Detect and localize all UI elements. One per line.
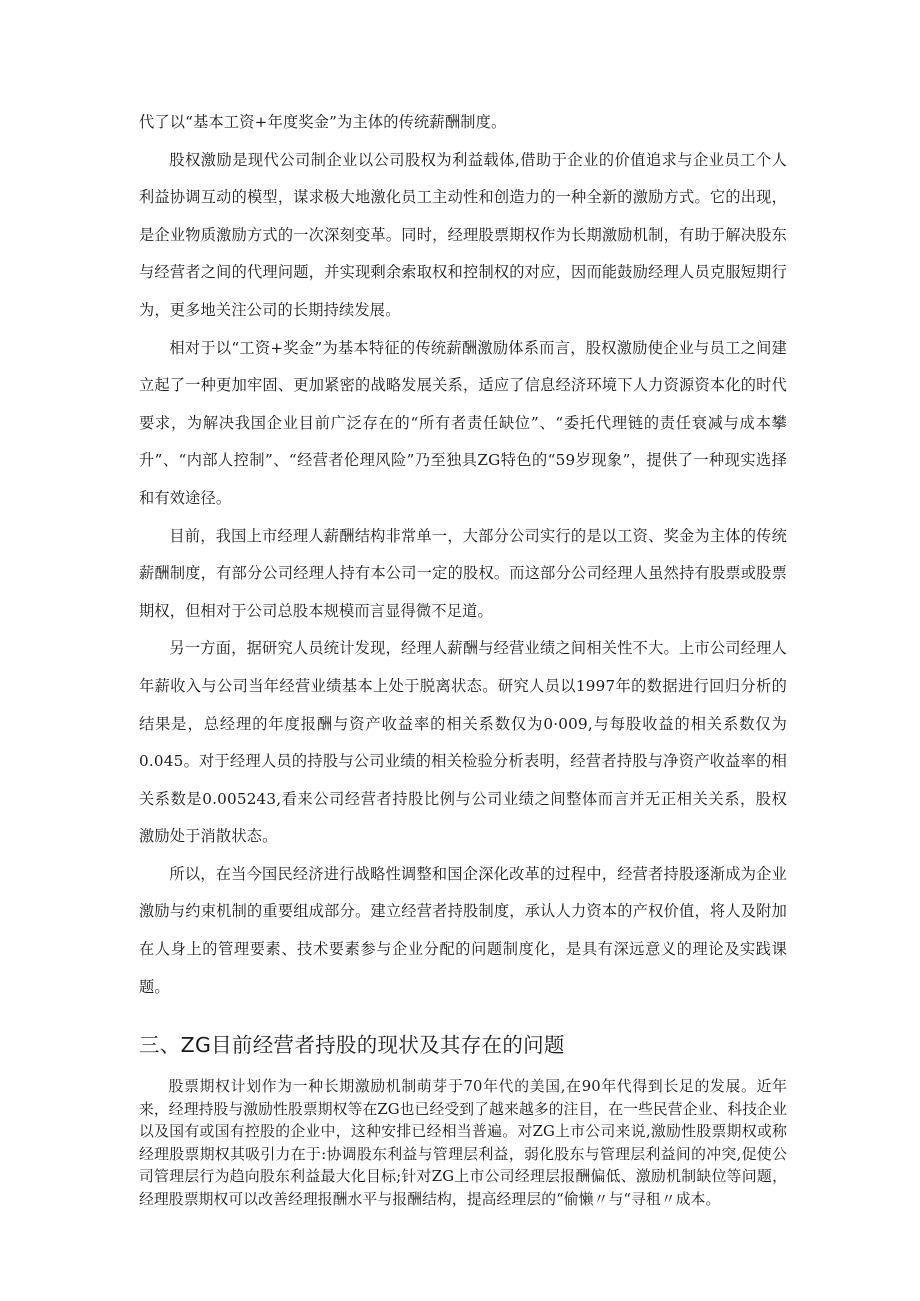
document-page (139, 104, 787, 1211)
paragraph-research-statistics: 另一方面，据研究人员统计发现，经理人薪酬与经营业绩之间相关性不大。上市公司经理人年薪收入与公司当年经营业绩基本上处于脱离状态。研究人员以1997年的数据进行回归分析的结果是，总经理的年度报酬与资产收益率的相关系数仅为0·009,与每股收益的相关系数仅为0.045。对于经理人员的持股与公司业绩的相关检验分析表明，经营者持股与净资产收益率的相关系数是0.005243,看来公司经营者持股比例与公司业绩之间整体而言并无正相关关系，股权激励处于消散状态。 (139, 639, 787, 846)
section-heading: 三、ZG目前经营者持股的现状及其存在的问题 (139, 1033, 565, 1058)
paragraph-stock-option-plan: 股票期权计划作为一种长期激励机制萌芽于70年代的美国,在90年代得到长足的发展。近年来，经理持股与激励性股票期权等在ZG也已经受到了越来越多的注目，在一些民营企业、科技企业以及国有或国有控股的企业中，这种安排已经相当普遍。对ZG上市公司来说,激励性股票期权或称经理股票期权其吸引力在于:协调股东利益与管理层利益，弱化股东与管理层利益间的冲突,促使公司管理层行为趋向股东利益最大化目标;针对ZG上市公司经理层报酬偏低、激励机制缺位等问题，经理股票期权可以改善经理报酬水平与报酬结构，提高经理层的“偷懒〃与“寻租〃成本。 (139, 1078, 787, 1208)
paragraph-continuation: 代了以“基本工资+年度奖金”为主体的传统薪酬制度。 (139, 113, 507, 131)
paragraph-current-structure: 目前，我国上市经理人薪酬结构非常单一，大部分公司实行的是以工资、奖金为主体的传统薪酬制度，有部分公司经理人持有本公司一定的股权。而这部分公司经理人虽然持有股票或股票期权，但相对于公司总股本规模而言显得微不足道。 (139, 526, 787, 620)
paragraph-traditional-comparison: 相对于以“工资+奖金”为基本特征的传统薪酬激励体系而言，股权激励使企业与员工之间建立起了一种更加牢固、更加紧密的战略发展关系，适应了信息经济环境下人力资源资本化的时代要求，为解决我国企业目前广泛存在的“所有者责任缺位”、“委托代理链的责任衰减与成本攀升”、“内部人控制”、“经营者伦理风险”乃至独具ZG特色的“59岁现象”，提供了一种现实选择和有效途径。 (139, 338, 787, 507)
paragraph-equity-incentive-definition: 股权激励是现代公司制企业以公司股权为利益载体,借助于企业的价值追求与企业员工个人利益协调互动的模型，谋求极大地激化员工主动性和创造力的一种全新的激励方式。它的出现，是企业物质激励方式的一次深刻变革。同时，经理股票期权作为长期激励机制，有助于解决股东与经营者之间的代理问题，并实现剩余索取权和控制权的对应，因而能鼓励经理人员克服短期行为，更多地关注公司的长期持续发展。 (139, 150, 787, 319)
paragraph-conclusion: 所以，在当今国民经济进行战略性调整和国企深化改革的过程中，经营者持股逐渐成为企业激励与约束机制的重要组成部分。建立经营者持股制度，承认人力资本的产权价值，将人及附加在人身上的管理要素、技术要素参与企业分配的问题制度化，是具有深远意义的理论及实践课题。 (139, 864, 787, 996)
